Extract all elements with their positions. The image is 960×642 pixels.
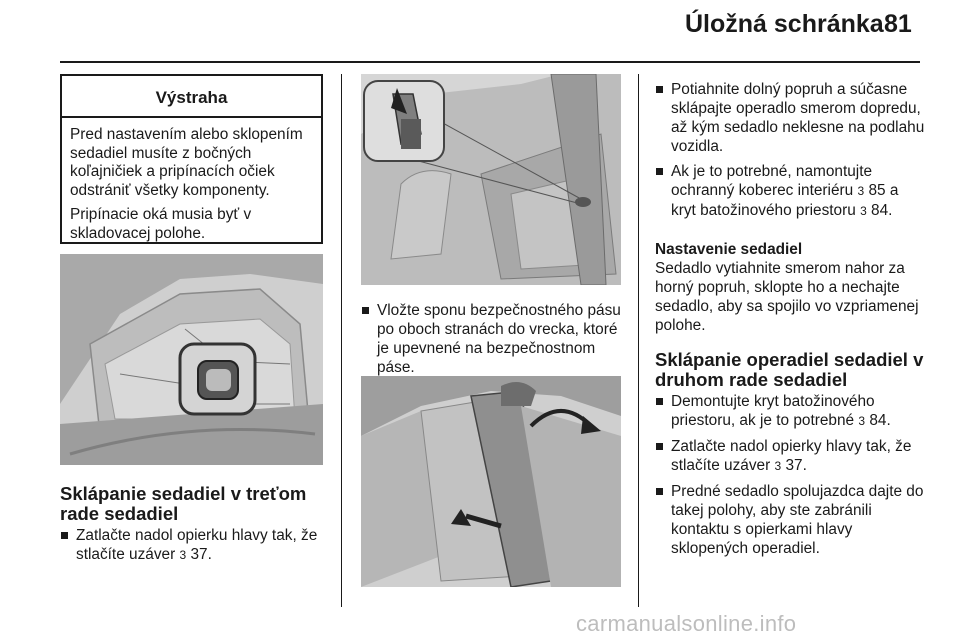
figure-folding-seat: [361, 376, 621, 587]
section-heading: Sklápanie sedadiel v treťom rade sedadiel: [60, 483, 307, 524]
list-item: Demontujte kryt batožinového priestoru, ak je to potrebné 3 84.: [655, 392, 925, 431]
warning-paragraph: Pripínacie oká musia byť v skladovacej polohe.: [70, 206, 252, 242]
figure-lashing-eye: [60, 254, 323, 465]
warning-title: Výstraha: [62, 76, 321, 118]
warning-paragraph: Pred nastavením alebo sklopením sedadiel musíte z bočných koľajničiek a pripínacích očiek odstrániť všetky komponenty.: [70, 126, 303, 199]
figure-seatbelt-buckle: [361, 74, 621, 285]
page-number: 81: [884, 10, 912, 38]
list-item: Zatlačte nadol opierky hlavy tak, že stlačíte uzáver 3 37.: [655, 437, 925, 476]
header-rule: [60, 61, 920, 63]
list-item: Predné sedadlo spolujazdca dajte do takej polohy, aby ste zabránili kontaktu s opierkami hlavy sklopených operadiel.: [655, 482, 925, 558]
list-item: Ak je to potrebné, namontujte ochranný koberec interiéru 3 85 a kryt batožinového priestoru 3 84.: [655, 162, 925, 221]
list-item: Vložte sponu bezpečnostného pásu po oboch stranách do vrecka, ktoré je upevnené na bezpečnostnom páse.: [361, 301, 629, 377]
warning-box: [60, 74, 323, 244]
col2-section: [361, 301, 629, 377]
sub-heading: Nastavenie sedadiel: [655, 241, 803, 258]
list-item: Zatlačte nadol opierku hlavy tak, že stlačíte uzáver 3 37.: [60, 526, 328, 565]
column-divider: [341, 74, 342, 607]
list-item: Potiahnite dolný popruh a súčasne sklápajte operadlo smerom dopredu, až kým sedadlo neklesne na podlahu vozidla.: [655, 80, 925, 156]
section-heading: Sklápanie operadiel sedadiel v druhom rade sedadiel: [655, 349, 924, 390]
column-divider: [638, 74, 639, 607]
col3-section: [655, 80, 925, 558]
watermark: carmanualsonline.info: [576, 611, 797, 636]
page-header-title: Úložná schránka: [685, 10, 884, 38]
col1-section: [60, 484, 328, 565]
paragraph: Sedadlo vytiahnite smerom nahor za horný popruh, sklopte ho a nechajte sedadlo, aby sa spojilo vo vzpriamenej polohe.: [655, 260, 919, 334]
